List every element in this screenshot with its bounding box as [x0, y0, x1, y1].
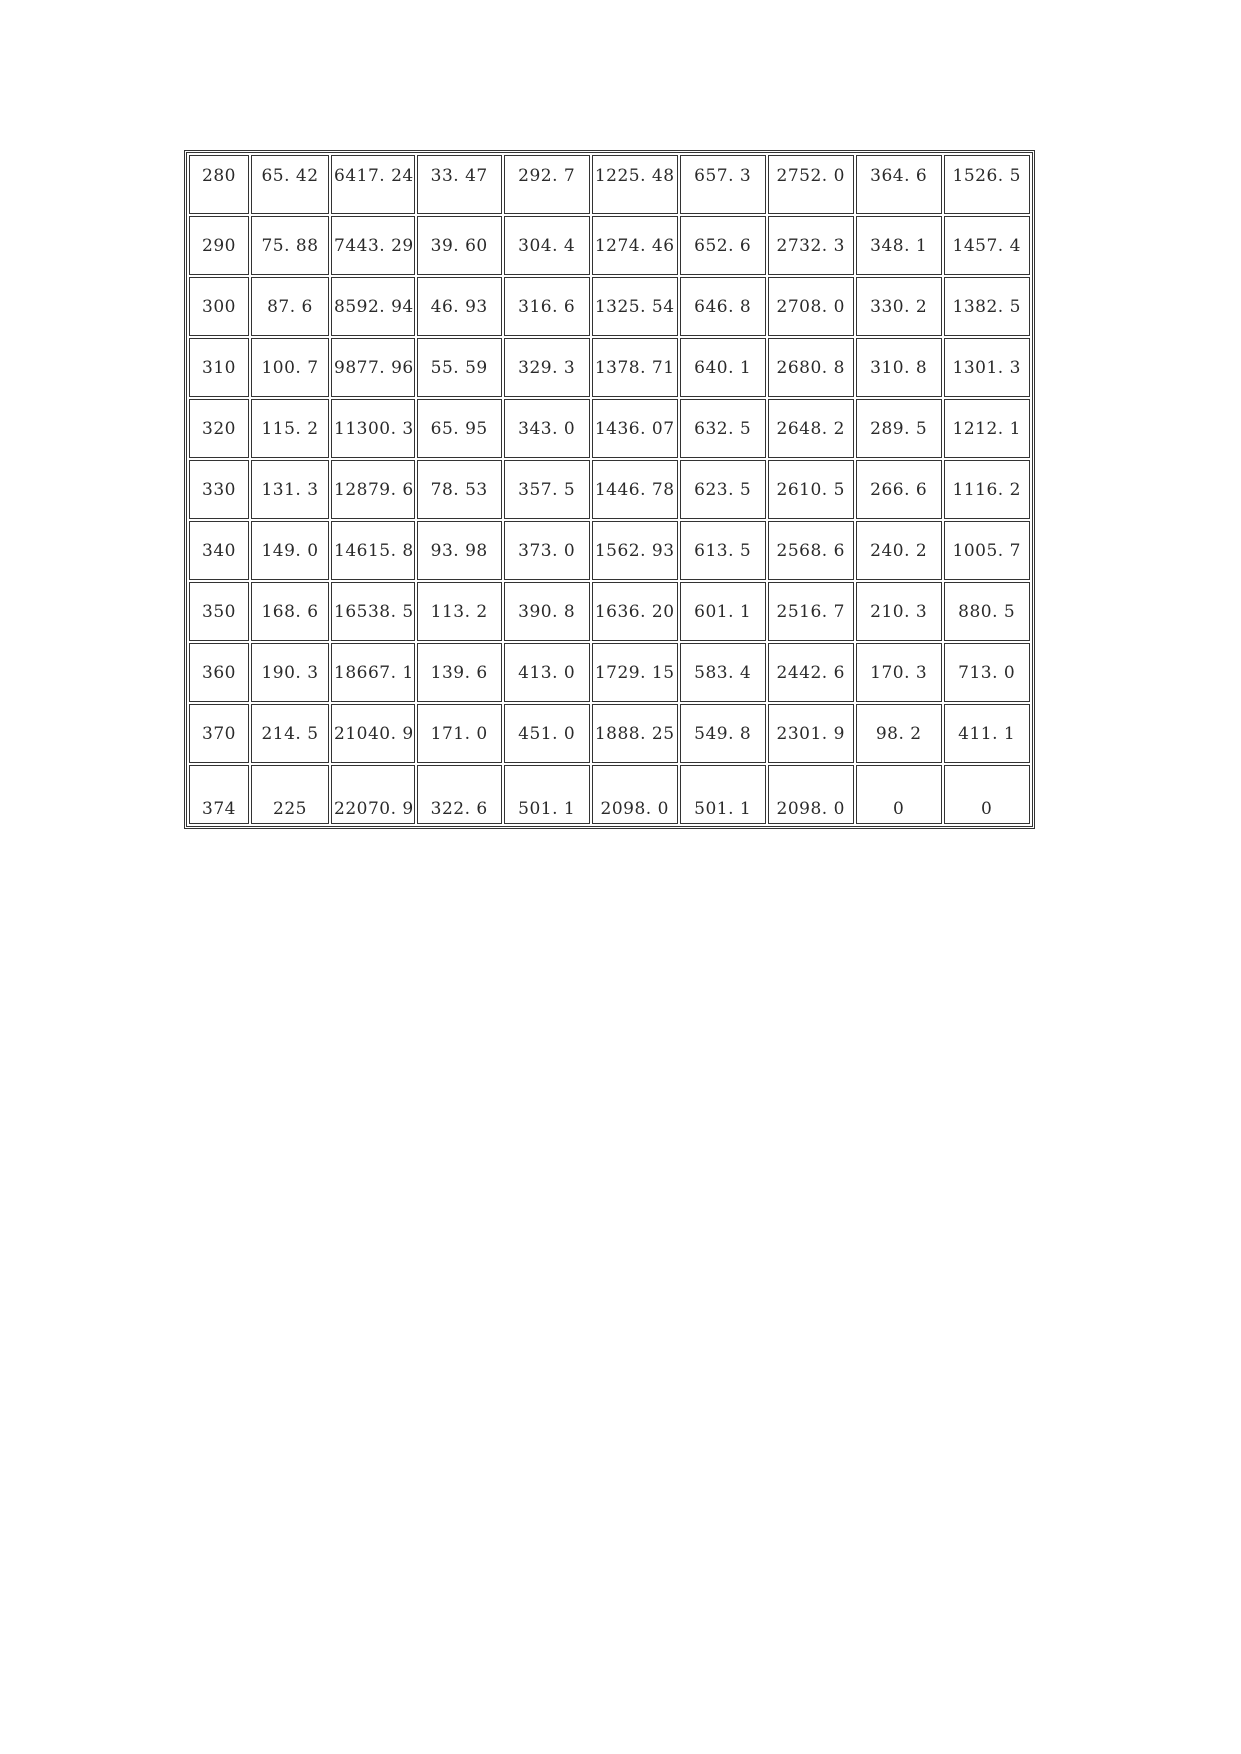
table-row — [189, 216, 1030, 275]
table-cell: 1729. 15 — [592, 643, 678, 702]
table-cell: 6417. 24 — [331, 155, 415, 214]
table-cell: 2680. 8 — [768, 338, 854, 397]
table-cell: 322. 6 — [417, 765, 502, 824]
table-cell: 55. 59 — [417, 338, 502, 397]
table-cell: 373. 0 — [504, 521, 590, 580]
table-cell: 2098. 0 — [592, 765, 678, 824]
table-cell: 78. 53 — [417, 460, 502, 519]
table-cell: 0 — [944, 765, 1030, 824]
table-cell: 1378. 71 — [592, 338, 678, 397]
table-row — [189, 155, 1030, 214]
table-row — [189, 460, 1030, 519]
table-cell: 1325. 54 — [592, 277, 678, 336]
table-cell: 7443. 29 — [331, 216, 415, 275]
table-cell: 98. 2 — [856, 704, 942, 763]
table-cell: 652. 6 — [680, 216, 766, 275]
table-cell: 240. 2 — [856, 521, 942, 580]
table-cell: 11300. 3 — [331, 399, 415, 458]
table-cell: 360 — [189, 643, 249, 702]
table-row — [189, 582, 1030, 641]
table-cell: 374 — [189, 765, 249, 824]
table-cell: 14615. 8 — [331, 521, 415, 580]
table-row — [189, 338, 1030, 397]
table-cell: 2568. 6 — [768, 521, 854, 580]
table-cell: 210. 3 — [856, 582, 942, 641]
table-cell: 33. 47 — [417, 155, 502, 214]
table-body — [189, 155, 1030, 824]
steam-data-table — [184, 150, 1035, 829]
table-cell: 310. 8 — [856, 338, 942, 397]
table-cell: 2752. 0 — [768, 155, 854, 214]
table-cell: 190. 3 — [251, 643, 329, 702]
table-cell: 646. 8 — [680, 277, 766, 336]
table-row — [189, 643, 1030, 702]
table-cell: 115. 2 — [251, 399, 329, 458]
table-cell: 549. 8 — [680, 704, 766, 763]
table-cell: 320 — [189, 399, 249, 458]
table-cell: 290 — [189, 216, 249, 275]
table-cell: 623. 5 — [680, 460, 766, 519]
table-cell: 2442. 6 — [768, 643, 854, 702]
table-cell: 1562. 93 — [592, 521, 678, 580]
table-cell: 22070. 9 — [331, 765, 415, 824]
table-cell: 149. 0 — [251, 521, 329, 580]
table-row — [189, 399, 1030, 458]
table-cell: 18667. 1 — [331, 643, 415, 702]
table-cell: 65. 42 — [251, 155, 329, 214]
table-cell: 100. 7 — [251, 338, 329, 397]
table-row — [189, 277, 1030, 336]
table-cell: 1274. 46 — [592, 216, 678, 275]
table-cell: 75. 88 — [251, 216, 329, 275]
table-cell: 501. 1 — [504, 765, 590, 824]
table-cell: 451. 0 — [504, 704, 590, 763]
table-cell: 2098. 0 — [768, 765, 854, 824]
table-cell: 2732. 3 — [768, 216, 854, 275]
table-cell: 601. 1 — [680, 582, 766, 641]
table-cell: 364. 6 — [856, 155, 942, 214]
table-cell: 632. 5 — [680, 399, 766, 458]
table-cell: 1116. 2 — [944, 460, 1030, 519]
table-cell: 1526. 5 — [944, 155, 1030, 214]
table-cell: 330 — [189, 460, 249, 519]
table-cell: 880. 5 — [944, 582, 1030, 641]
table-cell: 370 — [189, 704, 249, 763]
table-cell: 310 — [189, 338, 249, 397]
table-cell: 390. 8 — [504, 582, 590, 641]
table-cell: 316. 6 — [504, 277, 590, 336]
table-cell: 21040. 9 — [331, 704, 415, 763]
table-cell: 16538. 5 — [331, 582, 415, 641]
table-cell: 292. 7 — [504, 155, 590, 214]
table-cell: 12879. 6 — [331, 460, 415, 519]
table-cell: 0 — [856, 765, 942, 824]
table-cell: 340 — [189, 521, 249, 580]
table-cell: 640. 1 — [680, 338, 766, 397]
table-cell: 1005. 7 — [944, 521, 1030, 580]
table-cell: 113. 2 — [417, 582, 502, 641]
table-cell: 8592. 94 — [331, 277, 415, 336]
table-cell: 343. 0 — [504, 399, 590, 458]
table-cell: 1436. 07 — [592, 399, 678, 458]
table-cell: 413. 0 — [504, 643, 590, 702]
table-cell: 46. 93 — [417, 277, 502, 336]
table-cell: 1446. 78 — [592, 460, 678, 519]
table-cell: 93. 98 — [417, 521, 502, 580]
table-cell: 2516. 7 — [768, 582, 854, 641]
table-cell: 2610. 5 — [768, 460, 854, 519]
table-cell: 225 — [251, 765, 329, 824]
table-cell: 131. 3 — [251, 460, 329, 519]
table-cell: 39. 60 — [417, 216, 502, 275]
table-cell: 330. 2 — [856, 277, 942, 336]
table-container — [184, 150, 1035, 829]
table-cell: 350 — [189, 582, 249, 641]
table-cell: 304. 4 — [504, 216, 590, 275]
table-cell: 2648. 2 — [768, 399, 854, 458]
table-cell: 501. 1 — [680, 765, 766, 824]
table-cell: 139. 6 — [417, 643, 502, 702]
table-cell: 1225. 48 — [592, 155, 678, 214]
table-cell: 2301. 9 — [768, 704, 854, 763]
table-cell: 170. 3 — [856, 643, 942, 702]
table-cell: 713. 0 — [944, 643, 1030, 702]
table-cell: 214. 5 — [251, 704, 329, 763]
table-cell: 1888. 25 — [592, 704, 678, 763]
table-cell: 266. 6 — [856, 460, 942, 519]
table-cell: 1457. 4 — [944, 216, 1030, 275]
table-cell: 329. 3 — [504, 338, 590, 397]
table-cell: 280 — [189, 155, 249, 214]
table-cell: 289. 5 — [856, 399, 942, 458]
table-cell: 87. 6 — [251, 277, 329, 336]
table-cell: 357. 5 — [504, 460, 590, 519]
table-cell: 168. 6 — [251, 582, 329, 641]
table-cell: 411. 1 — [944, 704, 1030, 763]
table-row — [189, 521, 1030, 580]
table-cell: 1301. 3 — [944, 338, 1030, 397]
table-cell: 65. 95 — [417, 399, 502, 458]
table-cell: 583. 4 — [680, 643, 766, 702]
table-cell: 2708. 0 — [768, 277, 854, 336]
table-cell: 9877. 96 — [331, 338, 415, 397]
table-row — [189, 704, 1030, 763]
table-row — [189, 765, 1030, 824]
table-cell: 1212. 1 — [944, 399, 1030, 458]
table-cell: 613. 5 — [680, 521, 766, 580]
table-cell: 1636. 20 — [592, 582, 678, 641]
table-cell: 171. 0 — [417, 704, 502, 763]
table-cell: 300 — [189, 277, 249, 336]
table-cell: 1382. 5 — [944, 277, 1030, 336]
table-cell: 348. 1 — [856, 216, 942, 275]
table-cell: 657. 3 — [680, 155, 766, 214]
